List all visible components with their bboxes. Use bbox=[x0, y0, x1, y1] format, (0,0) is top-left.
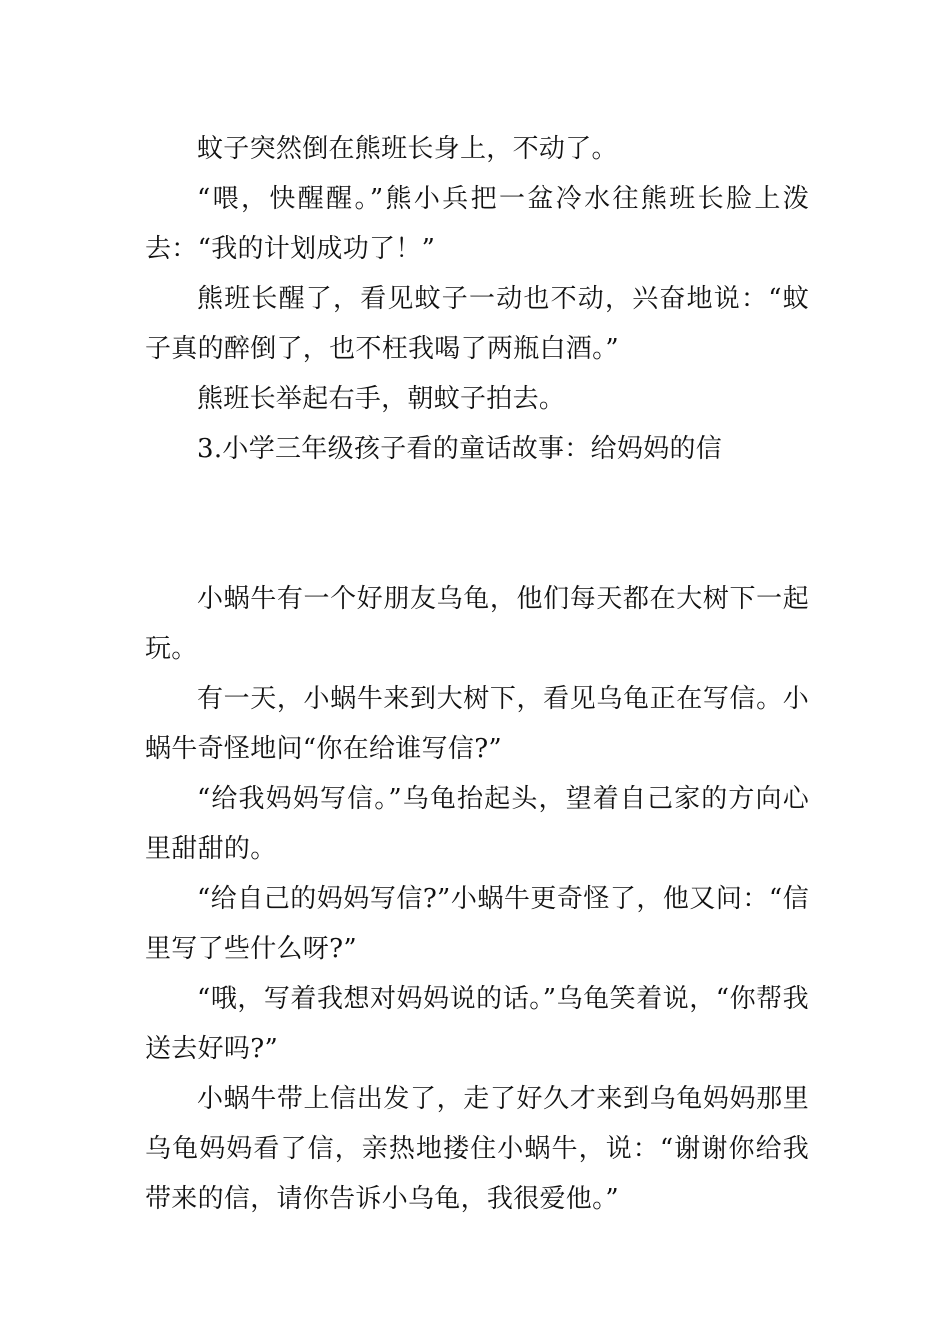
paragraph: “给我妈妈写信。”乌龟抬起头，望着自己家的方向心里甜甜的。 bbox=[145, 784, 809, 864]
paragraph: 熊班长举起右手，朝蚊子拍去。 bbox=[197, 384, 566, 414]
paragraph: 熊班长醒了，看见蚊子一动也不动，兴奋地说：“蚊子真的醉倒了，也不枉我喝了两瓶白酒。” bbox=[145, 284, 809, 364]
section-spacer bbox=[145, 474, 809, 574]
paragraph: “喂，快醒醒。”熊小兵把一盆冷水往熊班长脸上泼去：“我的计划成功了！” bbox=[145, 184, 809, 264]
paragraph: 蚊子突然倒在熊班长身上，不动了。 bbox=[197, 134, 618, 164]
paragraph: 小蜗牛带上信出发了，走了好久才来到乌龟妈妈那里乌龟妈妈看了信，亲热地搂住小蜗牛，说：“谢谢你给我带来的信，请你告诉小乌龟，我很爱他。” bbox=[145, 1084, 809, 1214]
section-heading: 3.小学三年级孩子看的童话故事：给妈妈的信 bbox=[197, 434, 723, 464]
paragraph: “给自己的妈妈写信?”小蜗牛更奇怪了，他又问：“信里写了些什么呀?” bbox=[145, 884, 809, 964]
document-body bbox=[145, 124, 809, 1224]
paragraph: 小蜗牛有一个好朋友乌龟，他们每天都在大树下一起玩。 bbox=[145, 584, 809, 664]
paragraph: 有一天，小蜗牛来到大树下，看见乌龟正在写信。小蜗牛奇怪地问“你在给谁写信?” bbox=[145, 684, 809, 764]
paragraph: “哦，写着我想对妈妈说的话。”乌龟笑着说，“你帮我送去好吗?” bbox=[145, 984, 809, 1064]
